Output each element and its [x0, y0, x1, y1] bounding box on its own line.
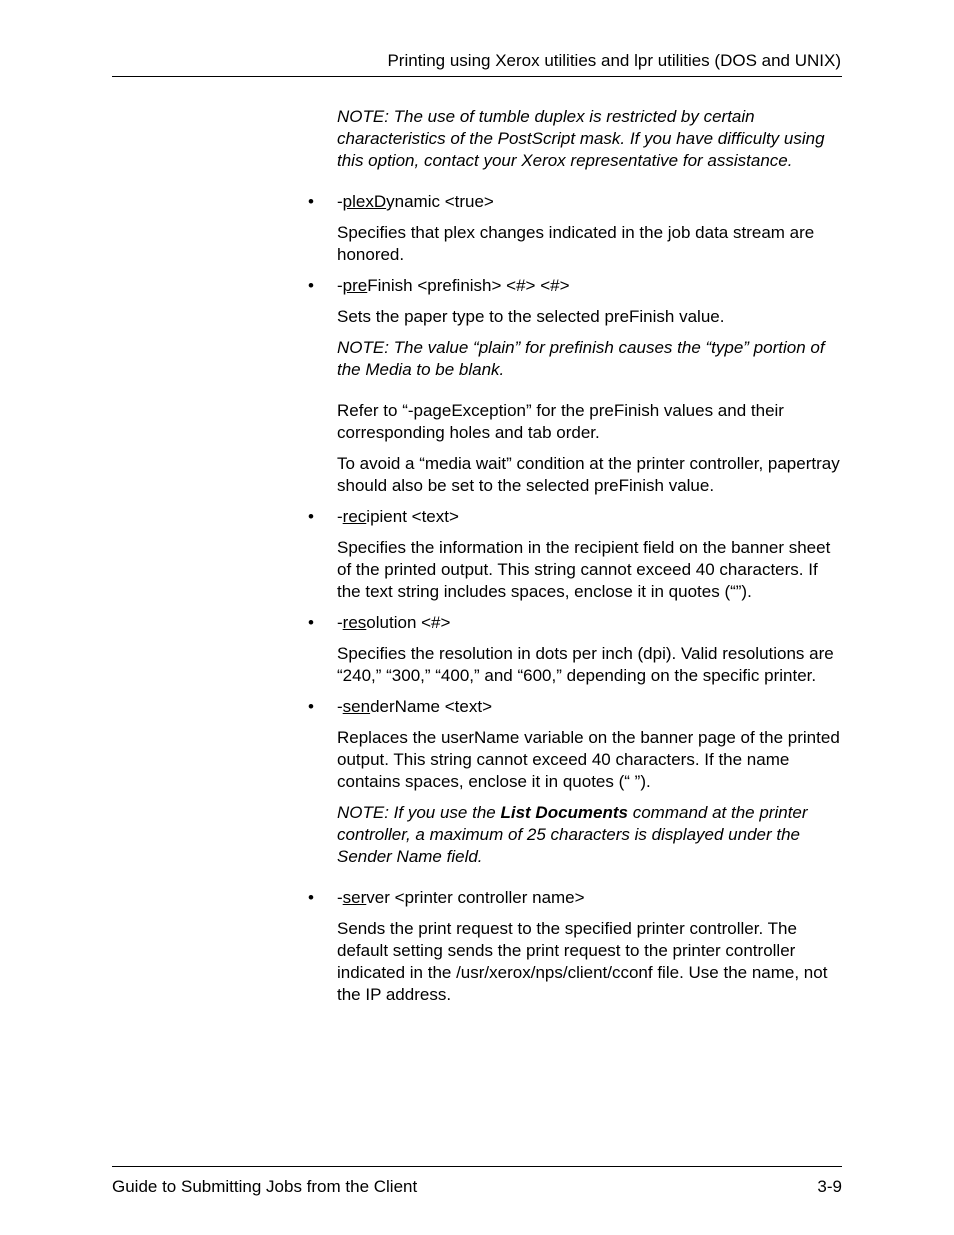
sendername-description: Replaces the userName variable on the banner page of the printed output. This string cannot exceed 40 characters. If the name contains spaces, enclose it in quotes (“ ”). — [337, 728, 840, 791]
prefinish-avoid: To avoid a “media wait” condition at the printer controller, papertray should also be set to the selected preFinish value. — [337, 454, 840, 495]
option-dash: - — [337, 276, 343, 295]
bullet-glyph: • — [308, 613, 314, 632]
option-name — [337, 613, 450, 632]
option-abbrev: sen — [342, 697, 371, 716]
option-rest: ipient <text> — [366, 507, 459, 526]
server-description: Sends the print request to the specified printer controller. The default setting sends the print request to the printer controller indicated in the /usr/xerox/nps/client/cconf file. Use the name, not the IP address. — [337, 919, 828, 1004]
option-abbrev: plexD — [342, 192, 387, 211]
option-dash: - — [337, 192, 343, 211]
note-tumble-duplex: NOTE: The use of tumble duplex is restricted by certain characteristics of the PostScript mask. If you have difficulty using this option, contact your Xerox representative for assistance. — [337, 107, 825, 170]
bullet-glyph: • — [308, 276, 314, 295]
option-abbrev: ser — [342, 888, 367, 907]
option-dash: - — [337, 507, 343, 526]
option-dash: - — [337, 613, 343, 632]
option-name — [337, 276, 570, 295]
prefinish-description: Sets the paper type to the selected preFinish value. — [337, 307, 725, 326]
footer-title: Guide to Submitting Jobs from the Client — [112, 1177, 418, 1196]
option-name — [337, 507, 459, 526]
header-rule — [112, 76, 842, 77]
option-recipient — [308, 506, 842, 528]
note-text-pre: NOTE: If you use the — [337, 803, 501, 822]
note-list-documents — [337, 802, 842, 868]
option-abbrev: pre — [342, 276, 368, 295]
page-number: 3-9 — [817, 1177, 842, 1196]
option-abbrev: res — [342, 613, 367, 632]
plexdynamic-description: Specifies that plex changes indicated in the job data stream are honored. — [337, 223, 815, 264]
note-bold-command: List Documents — [500, 803, 628, 822]
resolution-description: Specifies the resolution in dots per inch (dpi). Valid resolutions are “240,” “300,” “400,” and “600,” depending on the specific printer. — [337, 644, 834, 685]
option-rest: olution <#> — [366, 613, 451, 632]
bullet-glyph: • — [308, 888, 314, 907]
recipient-description: Specifies the information in the recipient field on the banner sheet of the printed output. This string cannot exceed 40 characters. If the text string includes spaces, enclose it in quotes (“”). — [337, 538, 831, 601]
bullet-glyph: • — [308, 507, 314, 526]
option-rest: Finish <prefinish> <#> <#> — [367, 276, 570, 295]
option-name — [337, 192, 494, 211]
option-rest: ver <printer controller name> — [366, 888, 585, 907]
bullet-glyph: • — [308, 192, 314, 211]
option-sendername — [308, 696, 842, 718]
option-abbrev: rec — [342, 507, 367, 526]
option-server — [308, 887, 842, 909]
option-rest: ynamic <true> — [386, 192, 494, 211]
option-resolution — [308, 612, 842, 634]
footer-rule — [112, 1166, 842, 1167]
prefinish-refer: Refer to “-pageException” for the preFinish values and their corresponding holes and tab order. — [337, 401, 784, 442]
note-text-post: command at the printer controller, a maximum of 25 characters is displayed under the Sender Name field. — [337, 803, 808, 866]
option-rest: derName <text> — [370, 697, 492, 716]
bullet-glyph: • — [308, 697, 314, 716]
page-content — [308, 106, 842, 1006]
option-prefinish — [308, 275, 842, 297]
note-prefinish-plain: NOTE: The value “plain” for prefinish causes the “type” portion of the Media to be blank. — [337, 338, 825, 379]
option-dash: - — [337, 888, 343, 907]
option-dash: - — [337, 697, 343, 716]
option-plexdynamic — [308, 191, 842, 213]
option-name — [337, 697, 492, 716]
running-head: Printing using Xerox utilities and lpr utilities (DOS and UNIX) — [387, 51, 841, 70]
option-name — [337, 888, 585, 907]
